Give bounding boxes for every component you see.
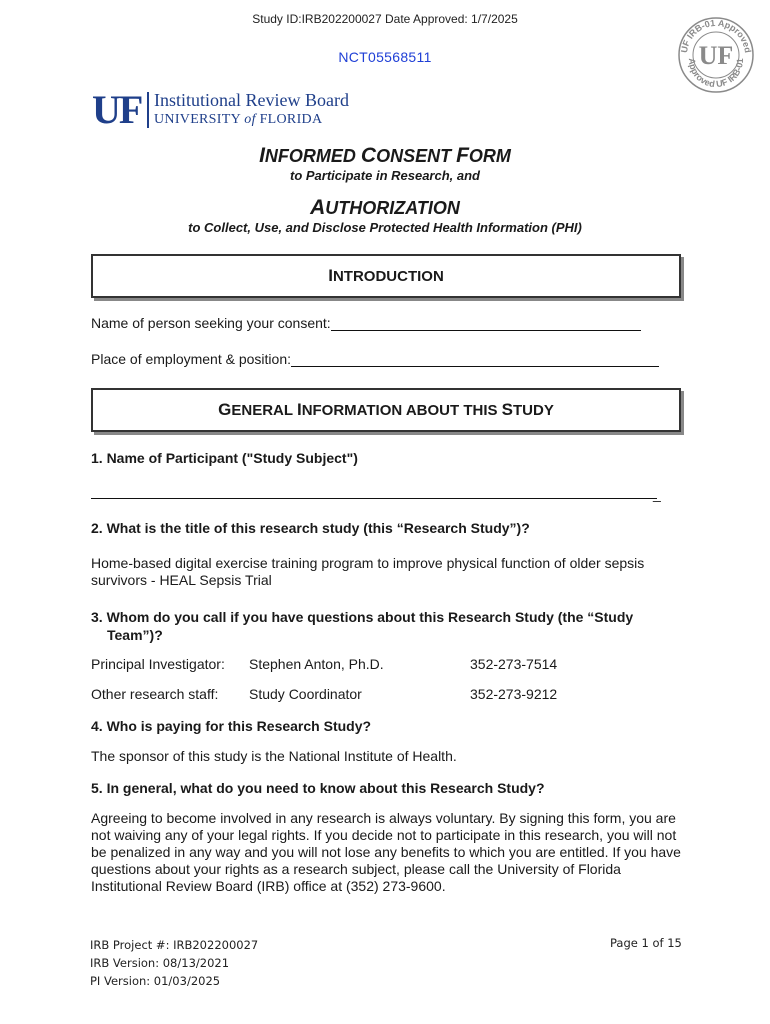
irb-version: IRB Version: 08/13/2021	[90, 956, 230, 970]
contact-role: Principal Investigator:	[91, 656, 225, 672]
participant-blank-trail: _	[653, 486, 661, 502]
stamp-bottom-text: Approved UF IRB-01	[686, 57, 746, 90]
authorization-title: AUTHORIZATION	[310, 196, 460, 219]
employment-label: Place of employment & position:	[91, 351, 291, 367]
contact-phone: 352-273-9212	[470, 686, 558, 702]
footer-versions	[90, 936, 258, 990]
contact-name: Study Coordinator	[249, 686, 362, 702]
authorization-subtitle: to Collect, Use, and Disclose Protected Health Information (PHI)	[188, 220, 582, 235]
contact-phone: 352-273-7514	[470, 656, 558, 672]
irb-approval-stamp	[677, 16, 755, 94]
question-2: 2. What is the title of this research study (this “Research Study”)?	[91, 520, 530, 536]
form-title: INFORMED CONSENT FORM	[259, 144, 511, 167]
logo-irb-name: Institutional Review Board	[154, 90, 349, 110]
contact-row	[91, 686, 683, 704]
question-4: 4. Who is paying for this Research Study?	[91, 718, 372, 734]
logo-divider	[147, 92, 149, 128]
contact-name: Stephen Anton, Ph.D.	[249, 656, 384, 672]
participant-name-blank[interactable]	[91, 484, 657, 499]
answer-5: Agreeing to become involved in any research is always voluntary. By signing this form, you are not waiving any of your legal rights. If you decide not to participate in this research, you will not be penalized in any way and you will not lose any benefits to which you are entitled. If you have questions about your rights as a research subject, please call the University of Florida Institutional Review Board (IRB) office at (352) 273-9600.	[91, 810, 681, 894]
page-number: Page 1 of 15	[610, 936, 682, 950]
question-1: 1. Name of Participant ("Study Subject")	[91, 450, 358, 466]
contact-row	[91, 656, 683, 674]
stamp-center-mark: UF	[698, 41, 734, 70]
employment-blank[interactable]	[291, 352, 659, 367]
study-id-approval-line: Study ID:IRB202200027 Date Approved: 1/7/2025	[252, 12, 518, 26]
general-info-heading: GENERAL INFORMATION ABOUT THIS STUDY	[91, 388, 681, 432]
answer-4: The sponsor of this study is the National Institute of Health.	[91, 748, 457, 764]
nct-number: NCT05568511	[338, 49, 432, 65]
irb-project-number: IRB Project #: IRB202200027	[90, 938, 259, 952]
stamp-ring-text: UF IRB-01 Approved	[679, 17, 753, 54]
question-5: 5. In general, what do you need to know about this Research Study?	[91, 780, 545, 796]
contact-role: Other research staff:	[91, 686, 219, 702]
answer-2: Home-based digital exercise training program to improve physical function of older sepsis survivors - HEAL Sepsis Trial	[91, 555, 645, 588]
pi-version: PI Version: 01/03/2025	[90, 974, 221, 988]
question-3-line1: 3. Whom do you call if you have questions about this Research Study (the “Study	[91, 609, 634, 625]
employment-field[interactable]	[91, 351, 659, 367]
question-3-line2: Team”)?	[107, 627, 163, 643]
introduction-heading: INTRODUCTION	[91, 254, 681, 298]
consent-person-field[interactable]	[91, 315, 641, 331]
uf-logo-mark: UF	[92, 87, 142, 132]
logo-university-name: UNIVERSITY of FLORIDA	[154, 112, 323, 127]
form-subtitle: to Participate in Research, and	[289, 168, 480, 183]
consent-person-label: Name of person seeking your consent:	[91, 315, 331, 331]
consent-person-blank[interactable]	[331, 316, 641, 331]
